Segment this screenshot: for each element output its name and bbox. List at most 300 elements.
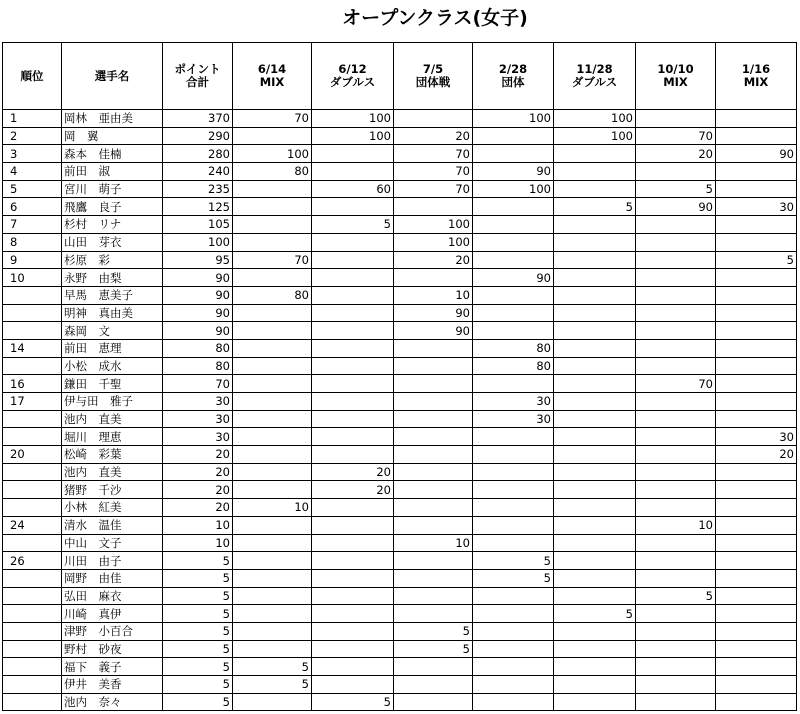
player-name-cell: 明神 真由美	[62, 304, 163, 322]
rank-cell: 2	[3, 127, 62, 145]
event-points-cell	[636, 605, 716, 623]
event-points-cell: 5	[473, 569, 554, 587]
event-points-cell: 5	[394, 622, 473, 640]
event-points-cell	[394, 198, 473, 216]
page-title-area	[0, 0, 800, 38]
table-row	[3, 233, 797, 251]
event-points-cell	[716, 552, 797, 570]
event-points-cell	[312, 145, 394, 163]
total-points-cell: 90	[163, 286, 233, 304]
event-points-cell	[233, 233, 312, 251]
page-title: オープンクラス(女子)	[342, 7, 528, 29]
event-points-cell	[473, 127, 554, 145]
table-row	[3, 587, 797, 605]
event-points-cell: 100	[312, 110, 394, 128]
total-points-cell: 20	[163, 446, 233, 464]
rank-cell: 24	[3, 516, 62, 534]
event-points-cell: 5	[636, 180, 716, 198]
rank-cell: 3	[3, 145, 62, 163]
event-points-cell	[554, 233, 636, 251]
event-points-cell	[473, 463, 554, 481]
table-body	[3, 110, 797, 711]
event-points-cell	[554, 552, 636, 570]
event-points-cell	[636, 339, 716, 357]
table-row	[3, 127, 797, 145]
rank-cell	[3, 286, 62, 304]
table-row	[3, 428, 797, 446]
event-points-cell: 100	[554, 127, 636, 145]
table-row	[3, 375, 797, 393]
event-points-cell	[394, 428, 473, 446]
event-points-cell	[394, 499, 473, 517]
table-row	[3, 658, 797, 676]
event-points-cell	[233, 322, 312, 340]
player-name-cell: 川田 由子	[62, 552, 163, 570]
event-points-cell: 10	[394, 286, 473, 304]
rank-cell: 4	[3, 163, 62, 181]
rank-cell	[3, 569, 62, 587]
event-points-cell	[716, 410, 797, 428]
player-name-cell: 福下 義子	[62, 658, 163, 676]
event-points-cell	[233, 180, 312, 198]
event-points-cell: 70	[394, 145, 473, 163]
event-points-cell	[394, 357, 473, 375]
total-points-cell: 10	[163, 534, 233, 552]
player-name-cell: 山田 芽衣	[62, 233, 163, 251]
event-points-cell	[233, 269, 312, 287]
rank-cell	[3, 410, 62, 428]
event-points-cell	[716, 481, 797, 499]
event-points-cell	[473, 481, 554, 499]
event-points-cell	[554, 428, 636, 446]
event-points-cell	[233, 587, 312, 605]
total-points-cell: 290	[163, 127, 233, 145]
event-points-cell	[233, 516, 312, 534]
player-name-cell: 前田 淑	[62, 163, 163, 181]
event-points-cell	[554, 463, 636, 481]
total-points-cell: 5	[163, 605, 233, 623]
total-points-cell: 95	[163, 251, 233, 269]
player-name-cell: 小林 紅美	[62, 499, 163, 517]
event-points-cell	[233, 304, 312, 322]
event-points-cell	[636, 534, 716, 552]
event-points-cell	[716, 322, 797, 340]
event-points-cell	[716, 605, 797, 623]
event-points-cell	[312, 640, 394, 658]
event-points-cell	[312, 552, 394, 570]
header-event-6: 10/10 MIX	[636, 43, 716, 110]
event-points-cell	[394, 552, 473, 570]
rank-cell	[3, 640, 62, 658]
table-row	[3, 622, 797, 640]
player-name-cell: 森本 佳楠	[62, 145, 163, 163]
total-points-cell: 30	[163, 428, 233, 446]
event-points-cell: 30	[473, 393, 554, 411]
player-name-cell: 池内 奈々	[62, 693, 163, 711]
event-points-cell	[554, 446, 636, 464]
event-points-cell	[394, 676, 473, 694]
event-points-cell	[716, 233, 797, 251]
event-points-cell	[473, 198, 554, 216]
rank-cell: 6	[3, 198, 62, 216]
event-points-cell: 10	[233, 499, 312, 517]
event-points-cell	[554, 251, 636, 269]
event-points-cell: 5	[554, 198, 636, 216]
player-name-cell: 永野 由梨	[62, 269, 163, 287]
event-points-cell	[554, 481, 636, 499]
event-points-cell: 80	[473, 357, 554, 375]
event-points-cell	[716, 375, 797, 393]
event-points-cell	[554, 534, 636, 552]
event-points-cell: 20	[394, 251, 473, 269]
player-name-cell: 岡 翼	[62, 127, 163, 145]
event-points-cell	[554, 375, 636, 393]
table-row	[3, 676, 797, 694]
table-row	[3, 339, 797, 357]
event-points-cell	[716, 693, 797, 711]
player-name-cell: 鎌田 千聖	[62, 375, 163, 393]
event-points-cell	[473, 286, 554, 304]
event-points-cell: 90	[473, 269, 554, 287]
total-points-cell: 70	[163, 375, 233, 393]
player-name-cell: 早馬 恵美子	[62, 286, 163, 304]
event-points-cell	[312, 446, 394, 464]
table-row	[3, 446, 797, 464]
table-row	[3, 552, 797, 570]
player-name-cell: 弘田 麻衣	[62, 587, 163, 605]
event-points-cell: 90	[636, 198, 716, 216]
event-points-cell	[554, 676, 636, 694]
event-points-cell	[473, 322, 554, 340]
event-points-cell	[233, 410, 312, 428]
event-points-cell	[636, 216, 716, 234]
event-points-cell	[554, 269, 636, 287]
event-points-cell: 80	[233, 286, 312, 304]
event-points-cell	[312, 428, 394, 446]
rank-cell	[3, 676, 62, 694]
event-points-cell: 5	[312, 216, 394, 234]
event-points-cell	[473, 216, 554, 234]
rank-cell: 7	[3, 216, 62, 234]
event-points-cell	[233, 693, 312, 711]
event-points-cell: 100	[233, 145, 312, 163]
event-points-cell: 90	[394, 322, 473, 340]
event-points-cell	[716, 658, 797, 676]
event-points-cell	[554, 322, 636, 340]
event-points-cell	[636, 163, 716, 181]
event-points-cell	[394, 410, 473, 428]
event-points-cell: 5	[473, 552, 554, 570]
event-points-cell	[233, 357, 312, 375]
event-points-cell	[233, 463, 312, 481]
event-points-cell	[473, 499, 554, 517]
event-points-cell	[233, 569, 312, 587]
event-points-cell	[716, 499, 797, 517]
event-points-cell	[554, 622, 636, 640]
event-points-cell	[312, 569, 394, 587]
event-points-cell	[233, 622, 312, 640]
event-points-cell	[394, 605, 473, 623]
event-points-cell	[473, 640, 554, 658]
event-points-cell: 5	[716, 251, 797, 269]
player-name-cell: 猪野 千沙	[62, 481, 163, 499]
event-points-cell: 5	[636, 587, 716, 605]
event-points-cell	[312, 393, 394, 411]
total-points-cell: 125	[163, 198, 233, 216]
rank-cell	[3, 534, 62, 552]
event-points-cell	[473, 304, 554, 322]
event-points-cell: 70	[394, 180, 473, 198]
header-event-2: 6/12 ダブルス	[312, 43, 394, 110]
event-points-cell: 20	[636, 145, 716, 163]
event-points-cell: 5	[554, 605, 636, 623]
rank-cell: 9	[3, 251, 62, 269]
event-points-cell	[473, 605, 554, 623]
event-points-cell: 90	[473, 163, 554, 181]
rank-cell: 26	[3, 552, 62, 570]
event-points-cell	[233, 198, 312, 216]
rank-cell	[3, 499, 62, 517]
event-points-cell	[233, 339, 312, 357]
player-name-cell: 野村 砂夜	[62, 640, 163, 658]
event-points-cell	[716, 269, 797, 287]
total-points-cell: 30	[163, 393, 233, 411]
event-points-cell	[312, 587, 394, 605]
table-row	[3, 163, 797, 181]
event-points-cell	[554, 499, 636, 517]
total-points-cell: 80	[163, 357, 233, 375]
event-points-cell	[636, 446, 716, 464]
rank-cell	[3, 587, 62, 605]
event-points-cell	[473, 658, 554, 676]
rank-cell	[3, 428, 62, 446]
total-points-cell: 10	[163, 516, 233, 534]
header-row	[3, 43, 797, 110]
table-row	[3, 180, 797, 198]
event-points-cell: 20	[312, 481, 394, 499]
event-points-cell: 80	[233, 163, 312, 181]
event-points-cell	[312, 339, 394, 357]
table-row	[3, 693, 797, 711]
table-row	[3, 322, 797, 340]
player-name-cell: 伊与田 雅子	[62, 393, 163, 411]
event-points-cell	[473, 233, 554, 251]
event-points-cell	[554, 587, 636, 605]
player-name-cell: 池内 直美	[62, 410, 163, 428]
event-points-cell	[716, 339, 797, 357]
event-points-cell	[394, 569, 473, 587]
header-total: ポイント 合計	[163, 43, 233, 110]
total-points-cell: 30	[163, 410, 233, 428]
event-points-cell	[636, 693, 716, 711]
event-points-cell	[636, 428, 716, 446]
player-name-cell: 森岡 文	[62, 322, 163, 340]
player-name-cell: 川崎 真伊	[62, 605, 163, 623]
table-row	[3, 463, 797, 481]
table-row	[3, 286, 797, 304]
event-points-cell	[636, 357, 716, 375]
event-points-cell: 70	[233, 251, 312, 269]
event-points-cell	[716, 463, 797, 481]
player-name-cell: 松崎 彩葉	[62, 446, 163, 464]
event-points-cell: 70	[636, 127, 716, 145]
event-points-cell	[473, 145, 554, 163]
event-points-cell	[312, 622, 394, 640]
event-points-cell	[554, 286, 636, 304]
event-points-cell	[716, 587, 797, 605]
event-points-cell: 10	[394, 534, 473, 552]
event-points-cell	[716, 357, 797, 375]
total-points-cell: 5	[163, 693, 233, 711]
table-row	[3, 110, 797, 128]
table-row	[3, 357, 797, 375]
event-points-cell	[636, 110, 716, 128]
rank-cell	[3, 322, 62, 340]
player-name-cell: 宮川 萌子	[62, 180, 163, 198]
table-row	[3, 410, 797, 428]
rank-cell	[3, 622, 62, 640]
event-points-cell	[233, 640, 312, 658]
event-points-cell: 70	[636, 375, 716, 393]
table-row	[3, 569, 797, 587]
event-points-cell	[636, 569, 716, 587]
table-row	[3, 198, 797, 216]
event-points-cell	[312, 499, 394, 517]
ranking-table	[2, 42, 797, 711]
event-points-cell	[716, 534, 797, 552]
header-event-7: 1/16 MIX	[716, 43, 797, 110]
event-points-cell	[554, 145, 636, 163]
table-row	[3, 269, 797, 287]
rank-cell: 5	[3, 180, 62, 198]
event-points-cell: 5	[233, 676, 312, 694]
event-points-cell	[636, 251, 716, 269]
event-points-cell	[716, 216, 797, 234]
event-points-cell	[394, 393, 473, 411]
event-points-cell	[312, 410, 394, 428]
event-points-cell	[312, 286, 394, 304]
event-points-cell: 20	[394, 127, 473, 145]
event-points-cell: 30	[716, 198, 797, 216]
event-points-cell	[233, 393, 312, 411]
event-points-cell	[636, 393, 716, 411]
total-points-cell: 370	[163, 110, 233, 128]
event-points-cell	[716, 676, 797, 694]
rank-cell	[3, 463, 62, 481]
event-points-cell	[636, 622, 716, 640]
total-points-cell: 240	[163, 163, 233, 181]
table-row	[3, 251, 797, 269]
event-points-cell	[312, 304, 394, 322]
total-points-cell: 20	[163, 481, 233, 499]
event-points-cell: 100	[394, 233, 473, 251]
event-points-cell	[473, 676, 554, 694]
event-points-cell: 30	[473, 410, 554, 428]
event-points-cell	[473, 516, 554, 534]
event-points-cell	[394, 693, 473, 711]
event-points-cell	[716, 127, 797, 145]
event-points-cell: 100	[473, 180, 554, 198]
event-points-cell	[636, 322, 716, 340]
event-points-cell	[312, 357, 394, 375]
header-event-3: 7/5 団体戦	[394, 43, 473, 110]
event-points-cell: 70	[394, 163, 473, 181]
event-points-cell: 90	[716, 145, 797, 163]
event-points-cell	[716, 393, 797, 411]
player-name-cell: 伊井 美香	[62, 676, 163, 694]
event-points-cell	[473, 428, 554, 446]
event-points-cell	[636, 499, 716, 517]
event-points-cell	[473, 251, 554, 269]
event-points-cell	[554, 216, 636, 234]
event-points-cell: 100	[554, 110, 636, 128]
rank-cell	[3, 481, 62, 499]
rank-cell: 14	[3, 339, 62, 357]
header-event-4: 2/28 団体	[473, 43, 554, 110]
event-points-cell: 70	[233, 110, 312, 128]
event-points-cell	[233, 216, 312, 234]
player-name-cell: 堀川 理恵	[62, 428, 163, 446]
event-points-cell	[312, 375, 394, 393]
rank-cell	[3, 605, 62, 623]
event-points-cell	[716, 163, 797, 181]
event-points-cell	[233, 446, 312, 464]
total-points-cell: 90	[163, 269, 233, 287]
event-points-cell: 5	[394, 640, 473, 658]
table-row	[3, 304, 797, 322]
event-points-cell	[636, 640, 716, 658]
event-points-cell	[716, 622, 797, 640]
event-points-cell: 5	[233, 658, 312, 676]
event-points-cell	[716, 180, 797, 198]
event-points-cell	[636, 552, 716, 570]
table-row	[3, 216, 797, 234]
player-name-cell: 岡林 亜由美	[62, 110, 163, 128]
event-points-cell	[233, 552, 312, 570]
rank-cell: 1	[3, 110, 62, 128]
event-points-cell	[312, 516, 394, 534]
event-points-cell	[394, 446, 473, 464]
event-points-cell	[636, 676, 716, 694]
event-points-cell	[636, 269, 716, 287]
total-points-cell: 105	[163, 216, 233, 234]
event-points-cell: 30	[716, 428, 797, 446]
total-points-cell: 80	[163, 339, 233, 357]
event-points-cell	[394, 463, 473, 481]
rank-cell	[3, 357, 62, 375]
event-points-cell	[636, 233, 716, 251]
event-points-cell	[312, 251, 394, 269]
event-points-cell	[716, 640, 797, 658]
event-points-cell	[473, 534, 554, 552]
player-name-cell: 小松 成水	[62, 357, 163, 375]
player-name-cell: 中山 文子	[62, 534, 163, 552]
event-points-cell	[636, 286, 716, 304]
player-name-cell: 清水 温佳	[62, 516, 163, 534]
event-points-cell	[394, 658, 473, 676]
player-name-cell: 津野 小百合	[62, 622, 163, 640]
total-points-cell: 90	[163, 322, 233, 340]
event-points-cell	[716, 569, 797, 587]
event-points-cell	[554, 410, 636, 428]
event-points-cell	[233, 127, 312, 145]
event-points-cell: 100	[394, 216, 473, 234]
header-event-1: 6/14 MIX	[233, 43, 312, 110]
event-points-cell: 20	[716, 446, 797, 464]
event-points-cell	[636, 410, 716, 428]
event-points-cell	[473, 693, 554, 711]
rank-cell: 16	[3, 375, 62, 393]
